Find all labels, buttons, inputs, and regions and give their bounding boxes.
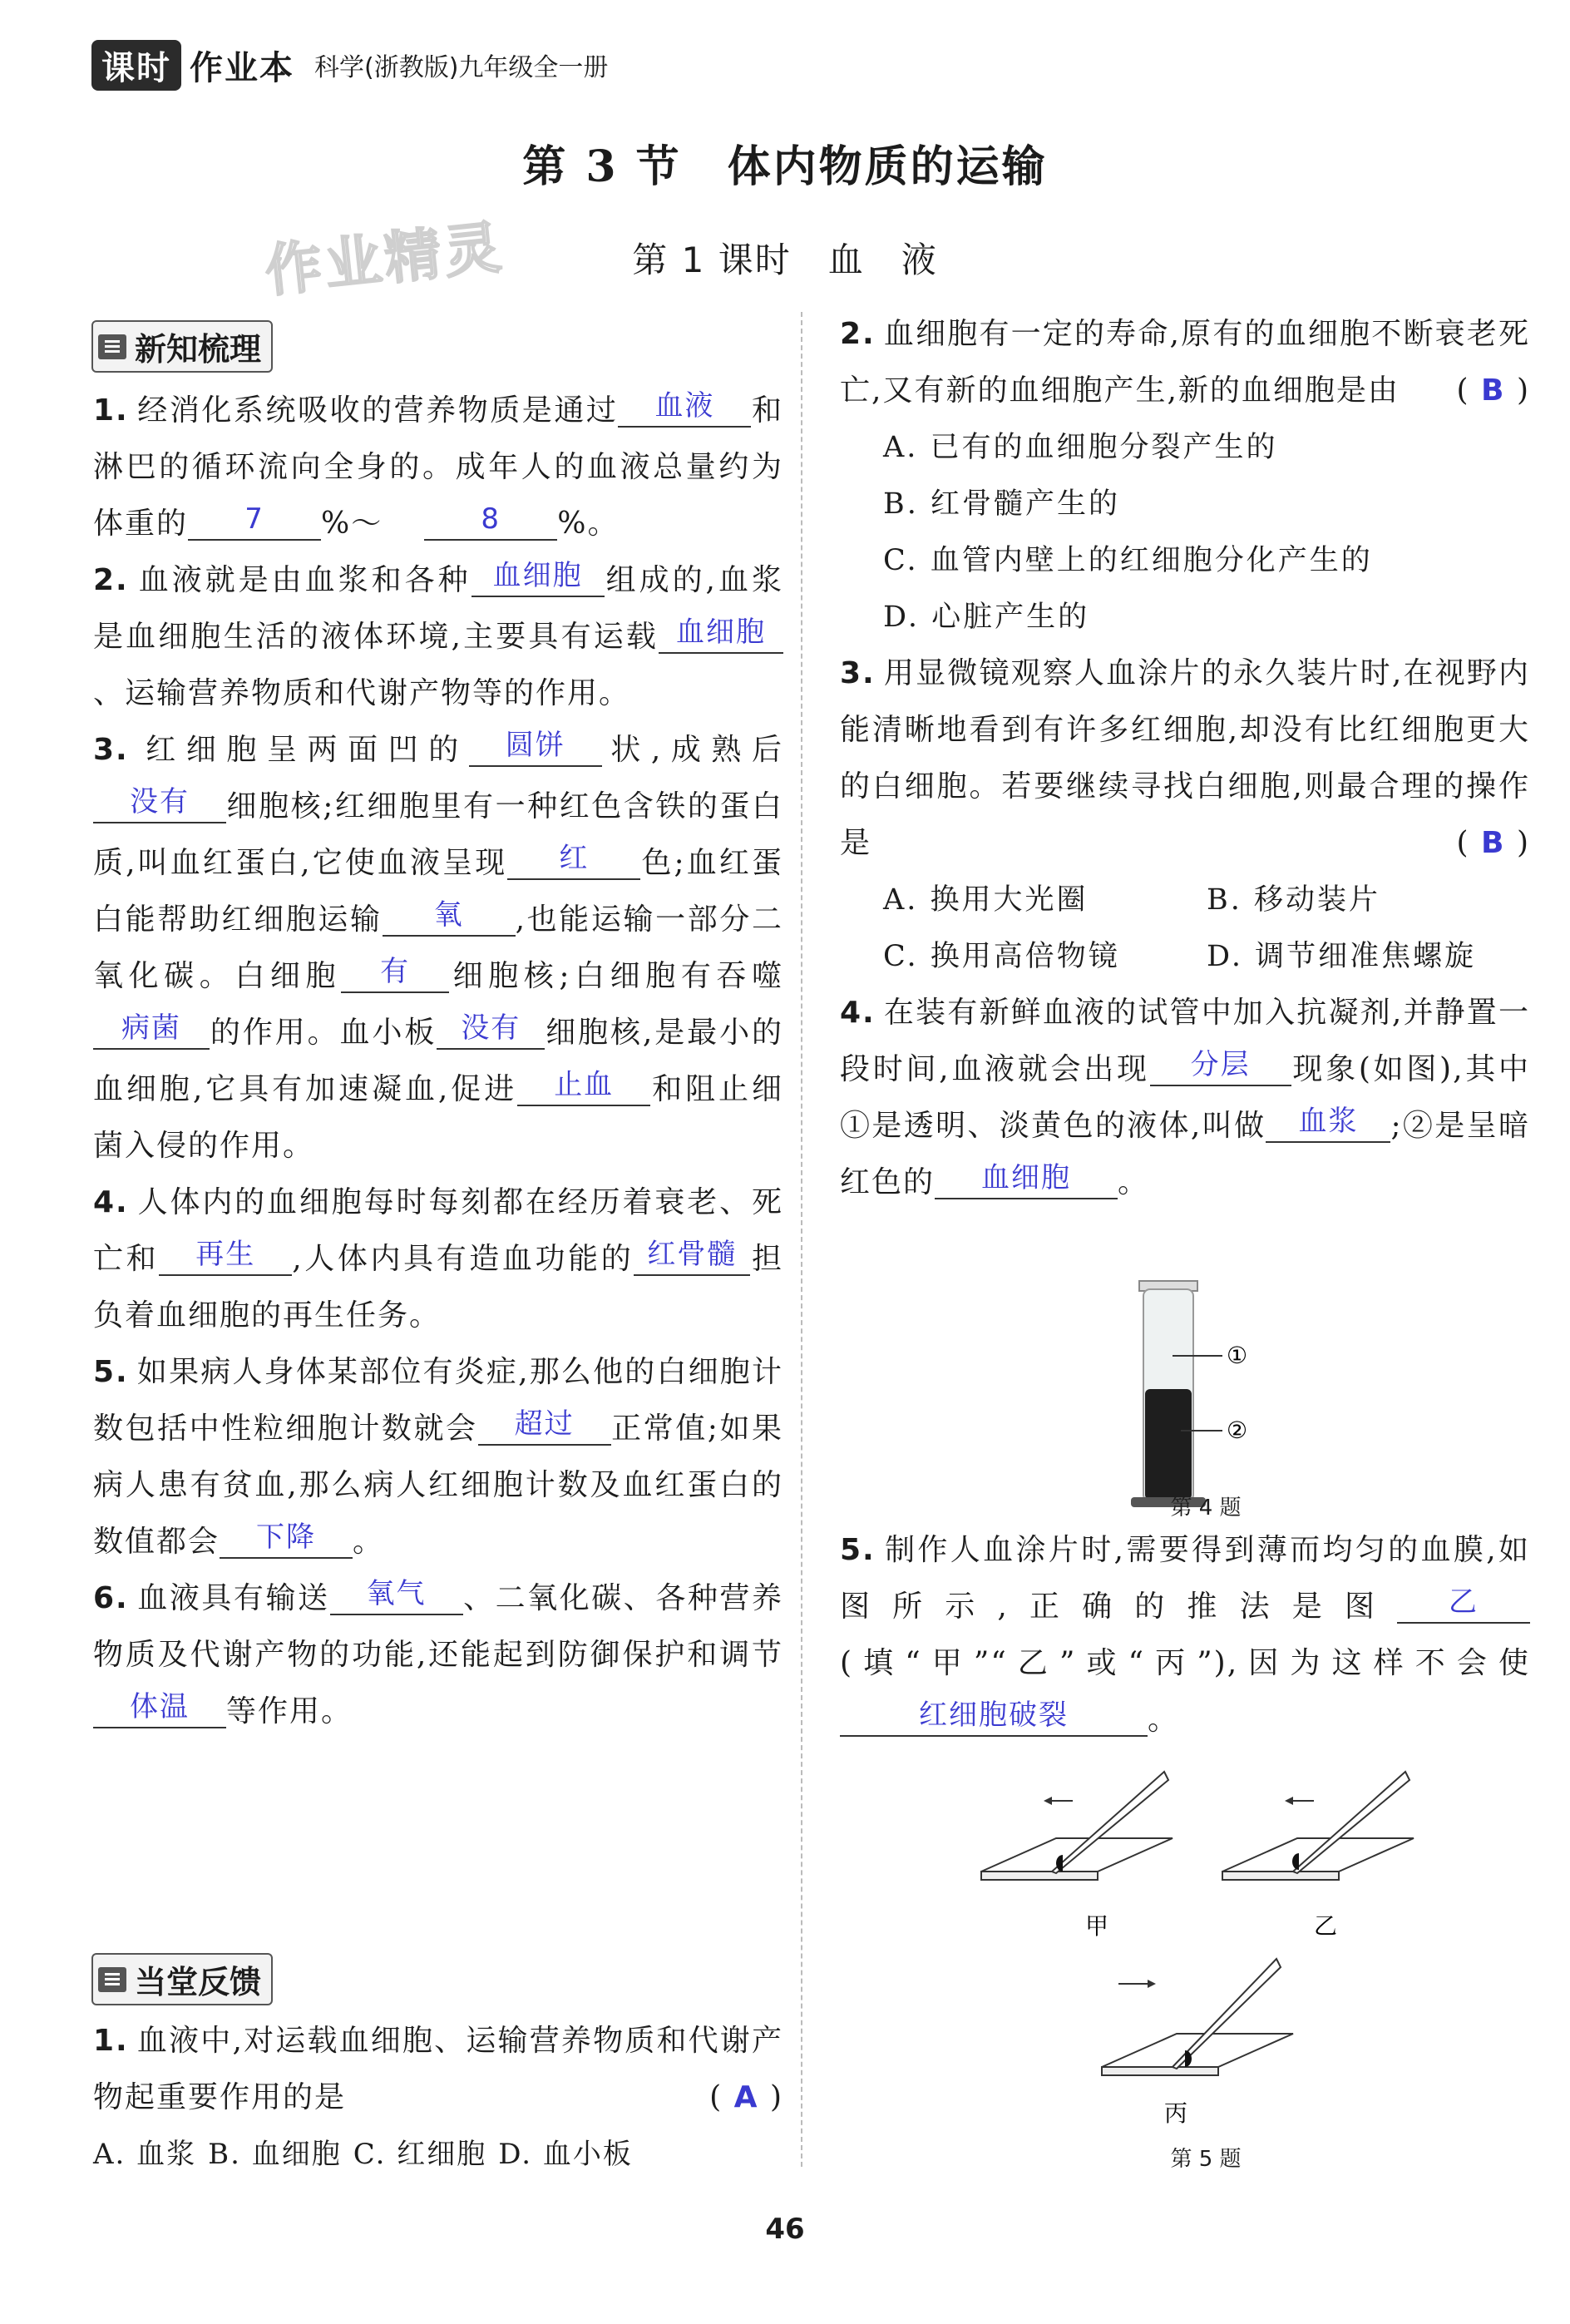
q-text: 。 (1118, 1165, 1150, 1199)
answer: A (733, 2080, 759, 2114)
answer-blank: 血细胞 (659, 612, 783, 654)
answer-blank: 没有 (93, 782, 226, 823)
q-text: 担负着血细胞的再生任务。 (93, 1242, 783, 1333)
answer-blank: 体温 (93, 1687, 226, 1728)
q-text: 细胞核,是最小的血细胞,它具有加速凝血,促进 (93, 1016, 783, 1106)
q-text: %～ (321, 507, 383, 541)
q-text: 人体内的血细胞每时每刻都在经历着衰老、死亡和 (93, 1185, 783, 1276)
notebook-icon (98, 334, 126, 359)
option: C. 血管内壁上的红细胞分化产生的 (883, 544, 1373, 577)
answer-blank: 7 (188, 499, 321, 541)
q-text: 红细胞呈两面凹的 (136, 733, 469, 767)
paren: ) (1516, 826, 1530, 860)
answer-blank: 没有 (437, 1008, 545, 1050)
figure-5-caption: 第 5 题 (1170, 2147, 1242, 2172)
option: B. 移动装片 (1207, 883, 1380, 917)
q-text: 组成的,血浆是血细胞生活的液体环境,主要具有运载 (93, 563, 783, 654)
q-number: 2. (840, 317, 876, 351)
q-text: 在装有新鲜血液的试管中加入抗凝剂,并静置一段时间,血液就会出现 (840, 996, 1530, 1086)
paren: ) (1516, 373, 1530, 408)
option: D. 调节细准焦螺旋 (1207, 940, 1477, 973)
q-text: 血液具有输送 (136, 1581, 330, 1615)
paren: ) (769, 2080, 783, 2114)
choice-answer (1457, 363, 1530, 419)
q-text: 、运输营养物质和代谢产物等的作用。 (93, 676, 631, 710)
question-6 (93, 1570, 783, 1740)
answer-blank: 下降 (220, 1517, 353, 1559)
q-text: 制作人血涂片时,需要得到薄而均匀的血膜,如图所示,正确的推法是图 (840, 1533, 1530, 1624)
logo-text: 作业本 (190, 48, 294, 87)
paren: ( (1456, 826, 1470, 860)
q-text: 用显微镜观察人血涂片的永久装片时,在视野内能清晰地看到有许多红细胞,却没有比红细胞更大的白细胞。若要继续寻找白细胞,则最合理的操作是 (840, 656, 1530, 860)
blood-cell-layer (1145, 1389, 1192, 1500)
option-list (840, 872, 1530, 985)
lesson-title: 第 1 课时 血 液 (632, 240, 938, 280)
q-text: 。 (1148, 1703, 1180, 1737)
q-text: 血液就是由血浆和各种 (136, 563, 471, 597)
option: D. 心脏产生的 (883, 601, 1090, 634)
question-5 (93, 1344, 783, 1570)
page-number: 46 (765, 2213, 805, 2246)
answer-blank: 分层 (1150, 1045, 1291, 1086)
fig-label-bing: 丙 (1164, 2099, 1188, 2127)
pencil-icon (98, 1967, 126, 1992)
question-2 (93, 552, 783, 722)
q-text: 血细胞有一定的寿命,原有的血细胞不断衰老死亡,又有新的血细胞产生,新的血细胞是由 (840, 317, 1530, 408)
q-number: 1. (93, 393, 129, 428)
q-text: 如果病人身体某部位有炎症,那么他的白细胞计数包括中性粒细胞计数就会 (93, 1355, 783, 1446)
q-text: 和淋巴的循环流向全身的。成年人的血液总量约为体重的 (93, 393, 783, 541)
answer-blank: 乙 (1397, 1582, 1530, 1624)
answer-blank: 血细胞 (935, 1158, 1118, 1199)
tube-label-2: ② (1227, 1417, 1248, 1444)
slide-push-figure (973, 1755, 1439, 2171)
q-number: 5. (840, 1533, 876, 1567)
choice-answer (1457, 815, 1530, 872)
answer-blank: 病菌 (93, 1008, 210, 1050)
column-divider (801, 312, 802, 2167)
header-logo (91, 43, 608, 87)
section-badge-feedback (91, 1953, 273, 2005)
question-1 (93, 383, 783, 552)
q-number: 5. (93, 1355, 129, 1389)
answer: B (1481, 373, 1506, 408)
q-text: 和阻止细菌入侵的作用。 (93, 1072, 783, 1163)
section-title: 第 3 节 体内物质的运输 (522, 141, 1048, 192)
section-label: 当堂反馈 (135, 1964, 262, 2000)
q-text: (填“甲”“乙”或“丙”),因为这样不会使 (840, 1646, 1530, 1680)
answer-blank: 血液 (618, 386, 751, 428)
logo-box: 课时 (91, 40, 181, 91)
q-text: ,也能运输一部分二氧化碳。白细胞 (93, 902, 783, 993)
q-text: 经消化系统吸收的营养物质是通过 (136, 393, 619, 428)
answer-blank: 8 (424, 499, 557, 541)
question-r3 (840, 645, 1530, 985)
right-questions (840, 306, 1530, 1211)
q-text: 的作用。血小板 (210, 1016, 437, 1050)
paren: ( (1456, 373, 1470, 408)
fig-label-yi: 乙 (1314, 1912, 1338, 1940)
q-text: 正常值;如果病人患有贫血,那么病人红细胞计数及血红蛋白的数值都会 (93, 1412, 783, 1559)
q-text: %。 (557, 507, 620, 541)
q-text: 色;血红蛋白能帮助红细胞运输 (93, 846, 783, 937)
q-text: ,人体内具有造血功能的 (292, 1242, 634, 1276)
option: D. 血小板 (498, 2138, 633, 2171)
book-subtitle: 科学(浙教版)九年级全一册 (314, 53, 609, 82)
paren: ( (709, 2080, 723, 2114)
q-number: 4. (93, 1185, 129, 1219)
choice-answer (709, 2069, 783, 2126)
feedback-question-1 (93, 2013, 783, 2183)
option-list (93, 2126, 783, 2183)
slide-diagram-jia (981, 1772, 1173, 1940)
option-list (840, 419, 1530, 645)
q-number: 3. (840, 656, 876, 690)
watermark: 作业精灵 (262, 215, 507, 305)
q-text: 等作用。 (226, 1694, 353, 1728)
q-text: 。 (353, 1525, 385, 1559)
option: C. 红细胞 (353, 2138, 487, 2171)
answer-blank: 血细胞 (471, 556, 605, 597)
question-r4 (840, 985, 1530, 1211)
figure-4-caption: 第 4 题 (1170, 1496, 1242, 1520)
q-text: 现象(如图),其中①是透明、淡黄色的液体,叫做 (840, 1052, 1530, 1143)
answer-blank: 红 (507, 838, 640, 880)
question-r5 (840, 1522, 1530, 1748)
question-4 (93, 1174, 783, 1344)
section-badge-new-knowledge (91, 320, 273, 373)
answer-blank: 红细胞破裂 (840, 1695, 1148, 1737)
option: A. 已有的血细胞分裂产生的 (883, 431, 1278, 464)
answer-blank: 超过 (478, 1404, 611, 1446)
fig-label-jia: 甲 (1085, 1912, 1109, 1940)
q-text: ;②是呈暗红色的 (840, 1109, 1530, 1199)
q-text: 血液中,对运载血细胞、运输营养物质和代谢产物起重要作用的是 (93, 2024, 783, 2114)
answer-blank: 圆饼 (469, 725, 602, 767)
answer-blank: 止血 (517, 1065, 650, 1106)
answer-blank: 血浆 (1266, 1101, 1390, 1143)
answer-blank: 有 (341, 952, 449, 993)
q-text: 、二氧化碳、各种营养物质及代谢产物的功能,还能起到防御保护和调节 (93, 1581, 783, 1672)
section-label: 新知梳理 (135, 331, 262, 368)
question-3 (93, 722, 783, 1174)
option: B. 血细胞 (208, 2138, 342, 2171)
slide-diagram-yi (1222, 1772, 1414, 1940)
slide-diagram-bing (1102, 1959, 1293, 2127)
option: A. 换用大光圈 (883, 883, 1089, 917)
q-number: 3. (93, 733, 129, 767)
left-questions (93, 383, 783, 1740)
test-tube-figure (1106, 1277, 1306, 1526)
q-text: 细胞核;白细胞有吞噬 (449, 959, 783, 993)
question-r2 (840, 306, 1530, 645)
q-number: 6. (93, 1581, 129, 1615)
q-number: 1. (93, 2024, 129, 2058)
option: B. 红骨髓产生的 (883, 487, 1120, 521)
answer-blank: 氧气 (330, 1574, 463, 1615)
q-number: 4. (840, 996, 876, 1030)
q-text: 状,成熟后 (601, 733, 783, 767)
answer-blank: 红骨髓 (634, 1234, 750, 1276)
tube-label-1: ① (1227, 1342, 1248, 1369)
answer: B (1481, 826, 1506, 860)
answer-blank: 氧 (383, 895, 516, 937)
option: C. 换用高倍物镜 (883, 940, 1120, 973)
option: A. 血浆 (93, 2138, 197, 2171)
answer-blank: 再生 (159, 1234, 292, 1276)
q-number: 2. (93, 563, 129, 597)
q-text: 细胞核;红细胞里有一种红色含铁的蛋白质,叫血红蛋白,它使血液呈现 (93, 789, 783, 880)
